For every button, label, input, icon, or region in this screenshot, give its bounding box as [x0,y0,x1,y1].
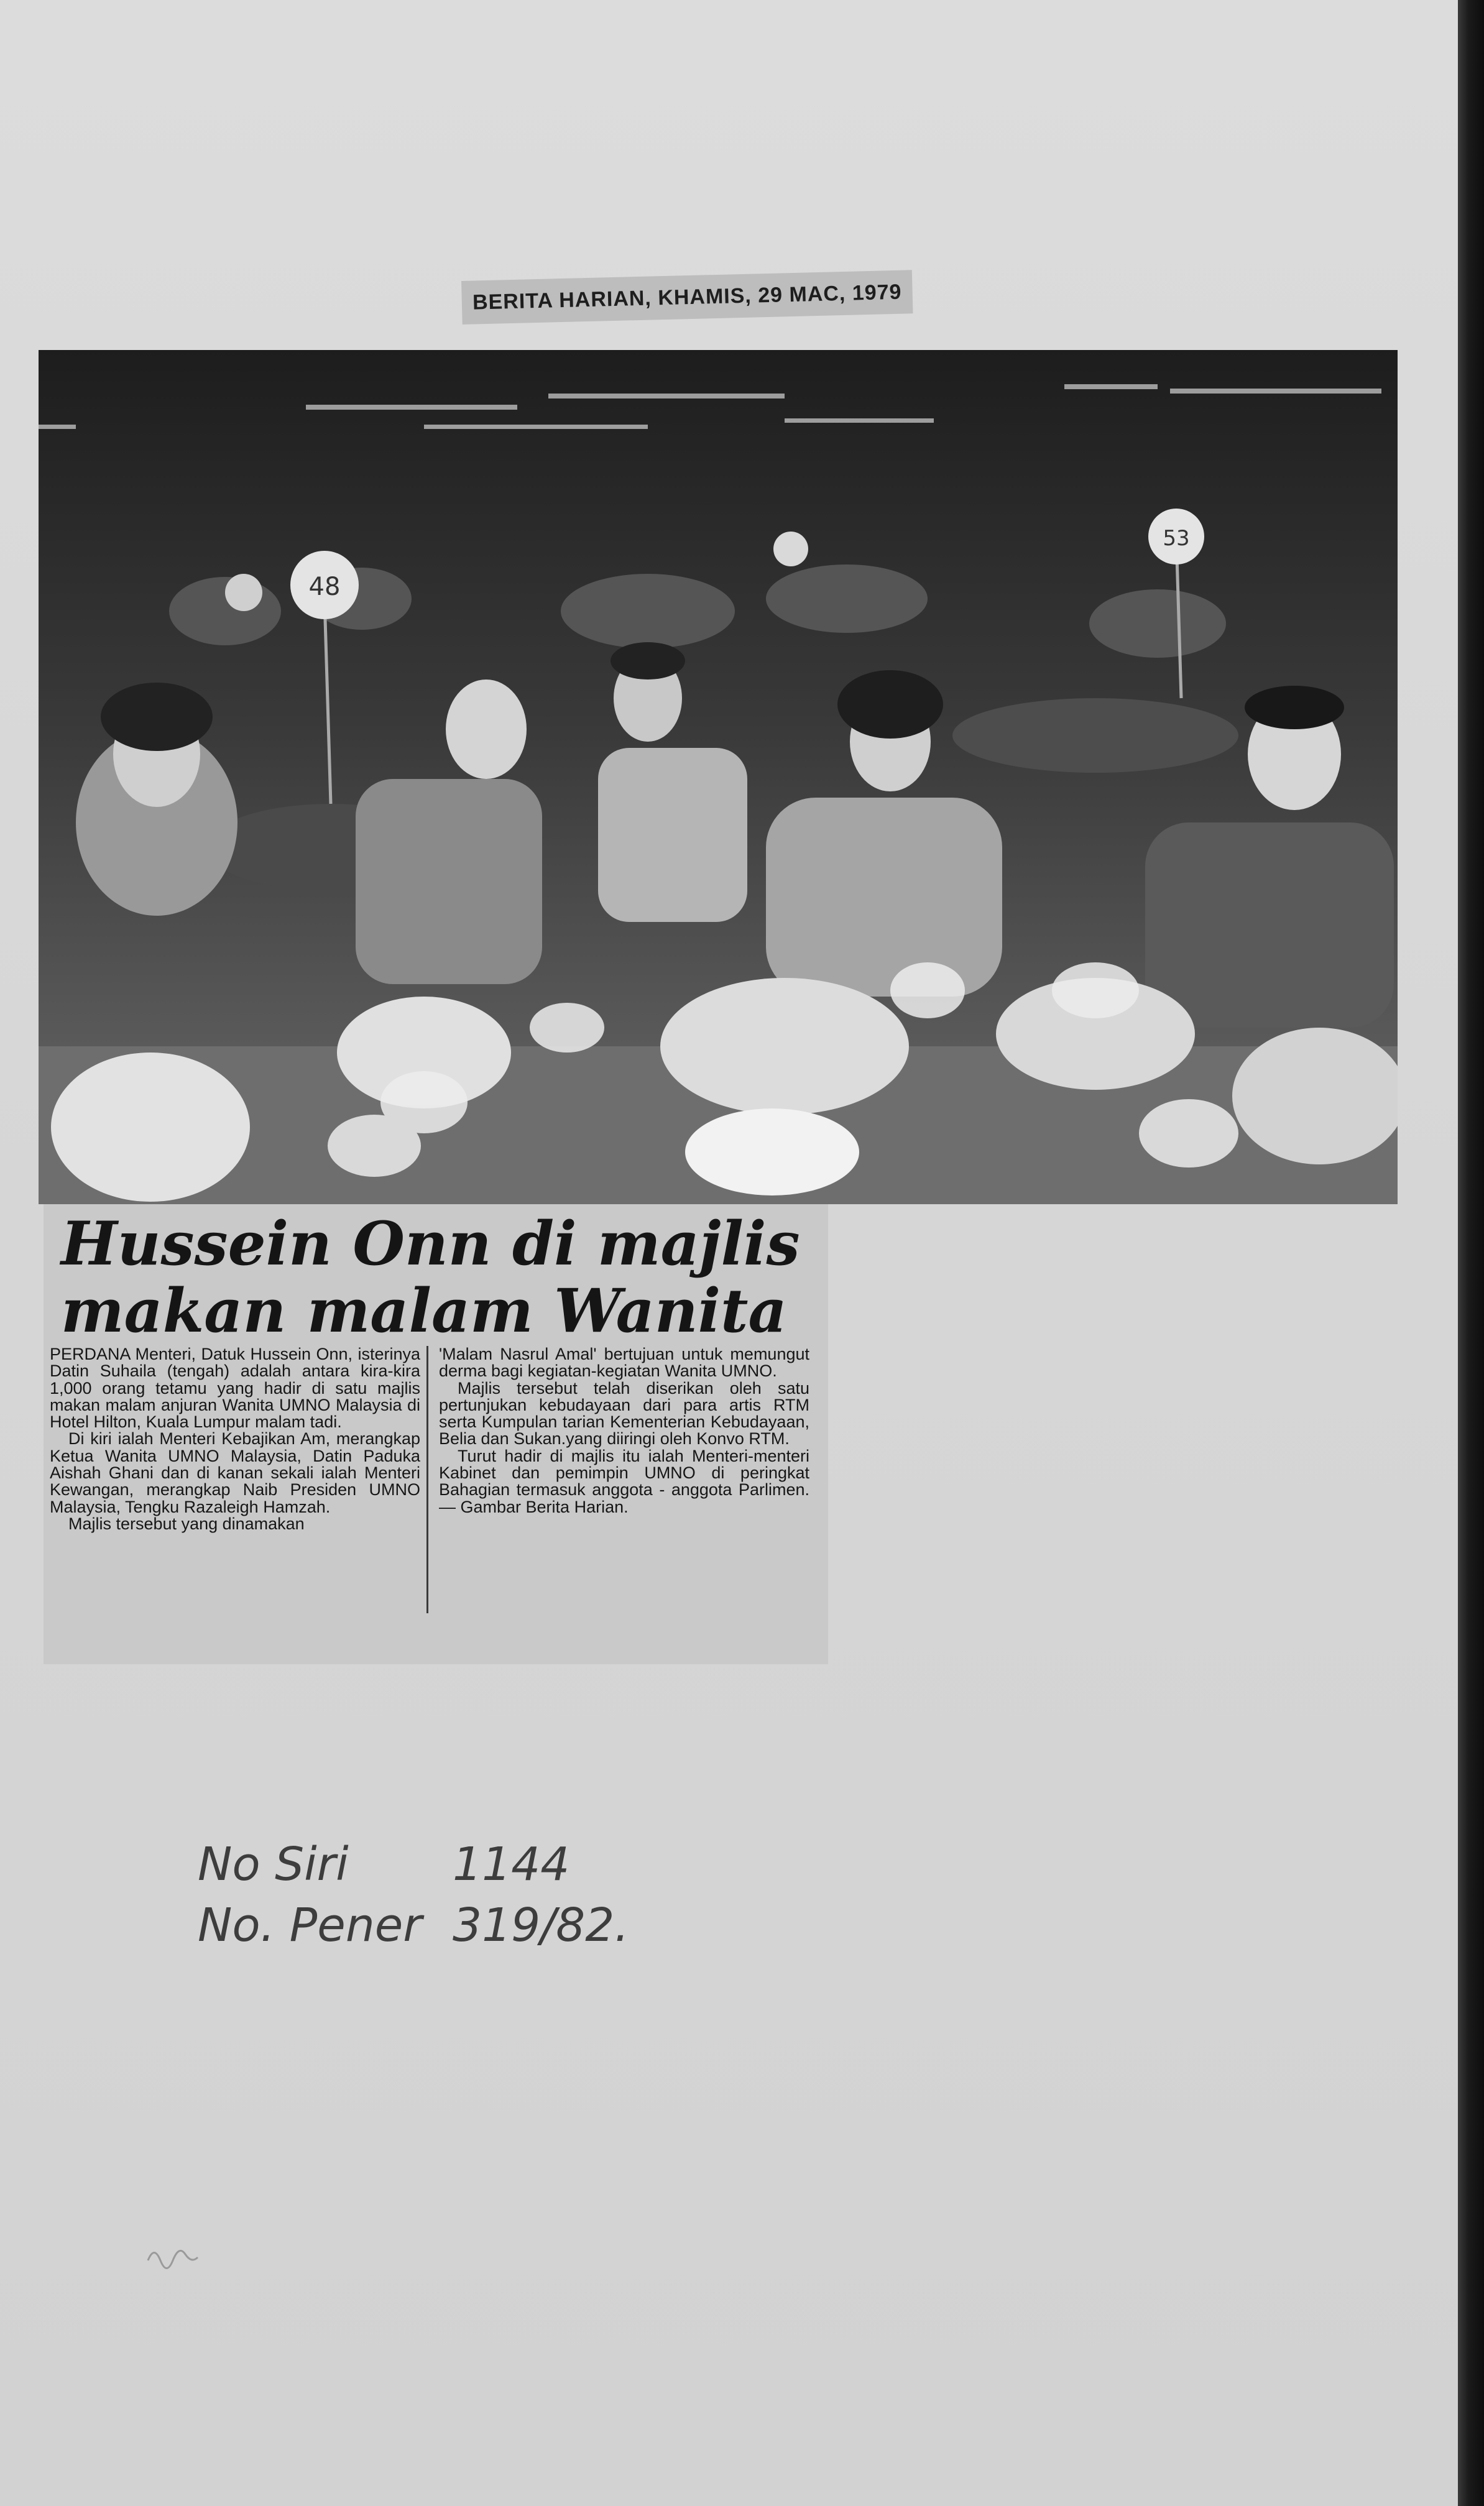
article-headline [61,1210,819,1345]
paragraph: Turut hadir di majlis itu ialah Menteri-menteri Kabinet dan pemimpin UMNO di peringkat Bahagian termasuk anggota - anggota Parlimen. — Gambar Berita Harian. [439,1446,809,1516]
siri-label: No Siri [198,1838,349,1891]
article-column-1 [50,1346,420,1532]
news-article [44,1204,828,1664]
article-column-2 [439,1346,809,1516]
binding-edge [1458,0,1484,2506]
headline-line-1: Hussein Onn di majlis [61,1209,800,1279]
pencil-scribble [142,2236,204,2279]
table-number-48: 48 [308,573,341,601]
pener-label: No. Pener [198,1899,422,1952]
paragraph: Majlis tersebut yang dinamakan [68,1514,305,1533]
headline-line-2: makan malam Wanita [61,1276,787,1346]
paragraph: 'Malam Nasrul Amal' bertujuan untuk memungut derma bagi kegiatan-kegiatan Wanita UMNO. [439,1345,809,1381]
banquet-photo [39,350,1398,1204]
paragraph: Di kiri ialah Menteri Kebajikan Am, merangkap Ketua Wanita UMNO Malaysia, Datin Paduka Aishah Ghani dan di kanan sekali ialah Menteri Kewangan, merangkap Naib Presiden UMNO Malaysia, Tengku Razaleigh Hamzah. [50,1429,420,1516]
paragraph: Majlis tersebut telah diserikan oleh satu pertunjukan kebudayaan dari para artis RTM serta Kumpulan tarian Kementerian Kebudayaan, Belia dan Sukan.yang diiringi oleh Konvo RTM. [439,1378,809,1449]
pener-row [198,1895,629,1956]
pener-value: 319/82. [453,1899,629,1952]
news-photo [39,350,1398,1204]
siri-row [198,1834,629,1895]
table-number-53: 53 [1163,526,1190,551]
handwritten-annotation [198,1834,629,1956]
siri-value: 1144 [453,1838,570,1891]
newspaper-dateline [461,270,913,325]
dateline-text: BERITA HARIAN, KHAMIS, 29 MAC, 1979 [472,280,902,315]
column-divider [426,1346,428,1613]
paragraph: PERDANA Menteri, Datuk Hussein Onn, isterinya Datin Suhaila (tengah) adalah antara kira-kira 1,000 orang tetamu yang hadir di satu majlis makan malam anjuran Wanita UMNO Malaysia di Hotel Hilton, Kuala Lumpur malam tadi. [50,1345,420,1432]
